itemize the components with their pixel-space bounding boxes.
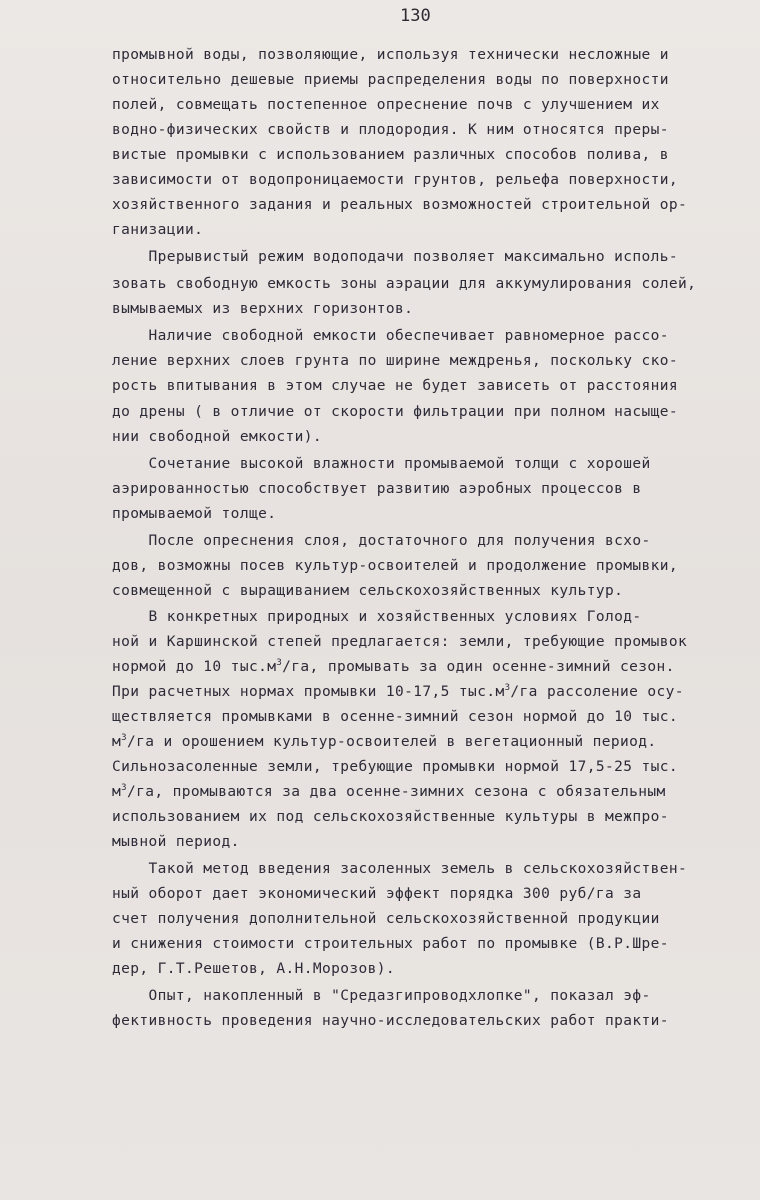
line-text: Опыт, накопленный в "Средазгипроводхлопке", показал эф- [112, 988, 651, 1004]
text-line [112, 455, 651, 473]
text-line [112, 633, 687, 651]
superscript: 3 [504, 683, 511, 693]
text-line [112, 910, 660, 928]
line-text: фективность проведения научно-исследовательских работ практи- [112, 1013, 669, 1029]
text-line [112, 403, 678, 421]
text-line [112, 146, 669, 164]
line-text: После опреснения слоя, достаточного для получения всхо- [112, 533, 651, 549]
superscript: 3 [276, 658, 283, 668]
text-line [112, 557, 678, 575]
text-line [112, 683, 684, 701]
line-text: вистые промывки с использованием различных способов полива, в [112, 147, 669, 163]
superscript: 3 [121, 733, 127, 743]
line-text: счет получения дополнительной сельскохозяйственной продукции [112, 911, 660, 927]
line-text: зовать свободную емкость зоны аэрации для аккумулирования солей, [112, 276, 697, 292]
line-text: Прерывистый режим водоподачи позволяет максимально исполь- [112, 249, 679, 265]
text-line [112, 783, 666, 801]
line-text: хозяйственного задания и реальных возможностей строительной ор- [112, 197, 688, 213]
text-line [112, 96, 660, 114]
superscript: 3 [121, 783, 127, 793]
text-line [112, 960, 395, 978]
line-text: /га и орошением культур-освоителей в вегетационный период. [126, 734, 657, 750]
line-text: и снижения стоимости строительных работ по промывке (В.Р.Шре- [112, 936, 669, 952]
text-line [112, 935, 669, 953]
line-text: ществляется промывками в осенне-зимний сезон нормой до 10 тыс. [112, 709, 679, 725]
text-line [112, 808, 669, 826]
line-text: нии свободной емкости). [112, 429, 322, 445]
text-line [112, 733, 657, 751]
text-line [112, 532, 651, 550]
line-text: рость впитывания в этом случае не будет зависеть от расстояния [112, 378, 679, 394]
line-text: Сильнозасоленные земли, требующие промывки нормой 17,5-25 тыс. [112, 759, 679, 775]
line-text: мывной период. [112, 834, 240, 850]
text-line [112, 46, 669, 64]
line-text: ной и Каршинской степей предлагается: земли, требующие промывок [112, 634, 688, 650]
text-line [112, 71, 669, 89]
text-line [112, 658, 675, 676]
text-line [112, 1012, 669, 1030]
text-line [112, 833, 240, 851]
line-text: м [112, 734, 122, 750]
line-text: /га, промываются за два осенне-зимних сезона с обязательным [126, 784, 666, 800]
text-line [112, 221, 203, 239]
text-line [112, 196, 687, 214]
line-text: /га рассоление осу- [510, 684, 684, 700]
text-line [112, 275, 696, 293]
text-line [112, 860, 687, 878]
line-text: промываемой толще. [112, 506, 277, 522]
text-line [112, 377, 678, 395]
line-text: м [112, 784, 122, 800]
line-text: зависимости от водопроницаемости грунтов, рельефа поверхности, [112, 172, 679, 188]
text-line [112, 708, 678, 726]
text-line [112, 582, 623, 600]
line-text: до дрены ( в отличие от скорости фильтрации при полном насыще- [112, 404, 679, 420]
text-line [112, 505, 276, 523]
line-text: совмещенной с выращиванием сельскохозяйственных культур. [112, 583, 624, 599]
text-line [112, 121, 669, 139]
text-line [112, 300, 413, 318]
line-text: В конкретных природных и хозяйственных условиях Голод- [112, 609, 642, 625]
line-text: дер, Г.Т.Решетов, А.Н.Морозов). [112, 961, 396, 977]
line-text: вымываемых из верхних горизонтов. [112, 301, 414, 317]
line-text: дов, возможны посев культур-освоителей и продолжение промывки, [112, 558, 679, 574]
line-text: полей, совмещать постепенное опреснение почв с улучшением их [112, 97, 660, 113]
line-text: нормой до 10 тыс.м [112, 659, 277, 675]
text-line [112, 885, 642, 903]
line-text: Наличие свободной емкости обеспечивает равномерное рассо- [112, 328, 669, 344]
line-text: аэрированностью способствует развитию аэробных процессов в [112, 481, 642, 497]
line-text: При расчетных нормах промывки 10-17,5 тыс.м [112, 684, 505, 700]
line-text: /га, промывать за один осенне-зимний сезон. [282, 659, 675, 675]
text-line [112, 327, 669, 345]
page-number: 130 [400, 6, 431, 26]
text-line [112, 171, 678, 189]
line-text: использованием их под сельскохозяйственные культуры в межпро- [112, 809, 669, 825]
line-text: промывной воды, позволяющие, используя технически несложные и [112, 47, 669, 63]
line-text: Сочетание высокой влажности промываемой толщи с хорошей [112, 456, 651, 472]
text-line [112, 428, 322, 446]
line-text: водно-физических свойств и плодородия. К ним относятся преры- [112, 122, 669, 138]
line-text: Такой метод введения засоленных земель в сельскохозяйствен- [112, 861, 688, 877]
text-line [112, 480, 642, 498]
line-text: ганизации. [112, 222, 204, 238]
line-text: ление верхних слоев грунта по ширине междренья, поскольку ско- [112, 353, 679, 369]
line-text: относительно дешевые приемы распределения воды по поверхности [112, 72, 669, 88]
text-line [112, 352, 678, 370]
text-line [112, 608, 642, 626]
text-line [112, 987, 651, 1005]
text-line [112, 758, 678, 776]
line-text: ный оборот дает экономический эффект порядка 300 руб/га за [112, 886, 642, 902]
text-line [112, 248, 678, 266]
